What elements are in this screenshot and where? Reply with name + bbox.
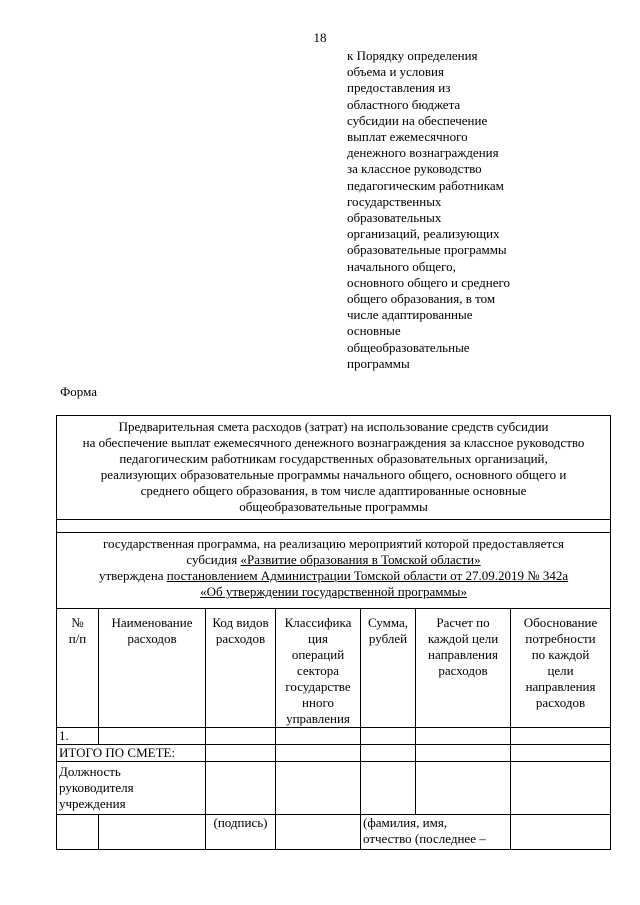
- appendix-line: основные: [347, 323, 401, 339]
- program-row: [57, 533, 611, 609]
- appendix-line: образовательные программы: [347, 242, 507, 258]
- signature-position-row: [57, 762, 611, 815]
- title-line: реализующих образовательные программы начального общего, основного общего и: [100, 467, 567, 482]
- position-label: Должность руководителя учреждения: [57, 762, 206, 815]
- page-number: 18: [313, 30, 327, 45]
- appendix-line: к Порядку определения: [347, 48, 478, 63]
- signature-caption: (подпись): [206, 815, 276, 850]
- col-header-classification: Классифика ция операций сектора государстве нного управления: [276, 609, 361, 728]
- program-text: субсидия: [186, 552, 241, 567]
- resolution-link[interactable]: постановлением Администрации Томской области от 27.09.2019 № 342а: [166, 568, 569, 583]
- title-line: среднего общего образования, в том числе адаптированные основные: [140, 483, 527, 498]
- fullname-caption: (фамилия, имя, отчество (последнее –: [361, 815, 511, 850]
- signature-caption-row: [57, 815, 611, 850]
- appendix-line: областного бюджета: [347, 96, 461, 112]
- appendix-line: государственных: [347, 193, 442, 209]
- title-line: общеобразовательные программы: [239, 499, 428, 514]
- program-info: [57, 533, 611, 609]
- approval-text: утверждена: [98, 568, 167, 583]
- title-row: [57, 416, 611, 520]
- total-row: [57, 745, 611, 762]
- col-header-number: № п/п: [57, 609, 99, 728]
- form-label: Форма: [60, 384, 97, 399]
- appendix-line: педагогическим работникам: [347, 177, 504, 193]
- table-row: [57, 728, 611, 745]
- appendix-line: начального общего,: [347, 258, 456, 274]
- appendix-line: субсидии на обеспечение: [347, 112, 488, 128]
- title-line: Предварительная смета расходов (затрат) на использование средств субсидии: [118, 419, 549, 434]
- appendix-line: объема и условия: [347, 64, 444, 80]
- col-header-name: Наименование расходов: [99, 609, 206, 728]
- col-header-sum: Сумма, рублей: [361, 609, 416, 728]
- appendix-line: основного общего и среднего: [347, 274, 510, 290]
- appendix-line: выплат ежемесячного: [347, 129, 468, 145]
- program-link[interactable]: «Развитие образования в Томской области»: [240, 552, 481, 567]
- appendix-line: программы: [347, 355, 410, 371]
- title-line: педагогическим работникам государственных образовательных организаций,: [119, 451, 548, 466]
- appendix-line: организаций, реализующих: [347, 226, 500, 242]
- col-header-justification: Обоснование потребности по каждой цели направления расходов: [511, 609, 611, 728]
- appendix-line: общего образования, в том: [347, 291, 496, 307]
- appendix-line: общеобразовательные: [347, 339, 470, 355]
- estimate-title: [57, 416, 611, 520]
- appendix-line: денежного вознаграждения: [347, 145, 499, 161]
- resolution-title-link[interactable]: «Об утверждении государственной программы»: [200, 584, 467, 599]
- appendix-note: [347, 48, 547, 372]
- col-header-code: Код видов расходов: [206, 609, 276, 728]
- program-line: государственная программа, на реализацию мероприятий которой предоставляется: [103, 536, 565, 551]
- spacer-row: [57, 520, 611, 533]
- appendix-line: образовательных: [347, 210, 442, 226]
- title-line: на обеспечение выплат ежемесячного денежного вознаграждения за классное руководство: [82, 435, 585, 450]
- column-header-row: [57, 609, 611, 728]
- estimate-table: [56, 415, 611, 850]
- total-label: ИТОГО ПО СМЕТЕ:: [57, 745, 206, 762]
- appendix-line: за классное руководство: [347, 161, 482, 177]
- appendix-line: предоставления из: [347, 80, 451, 96]
- col-header-calculation: Расчет по каждой цели направления расходов: [416, 609, 511, 728]
- appendix-line: числе адаптированные: [347, 307, 473, 323]
- row-number: 1.: [57, 728, 99, 745]
